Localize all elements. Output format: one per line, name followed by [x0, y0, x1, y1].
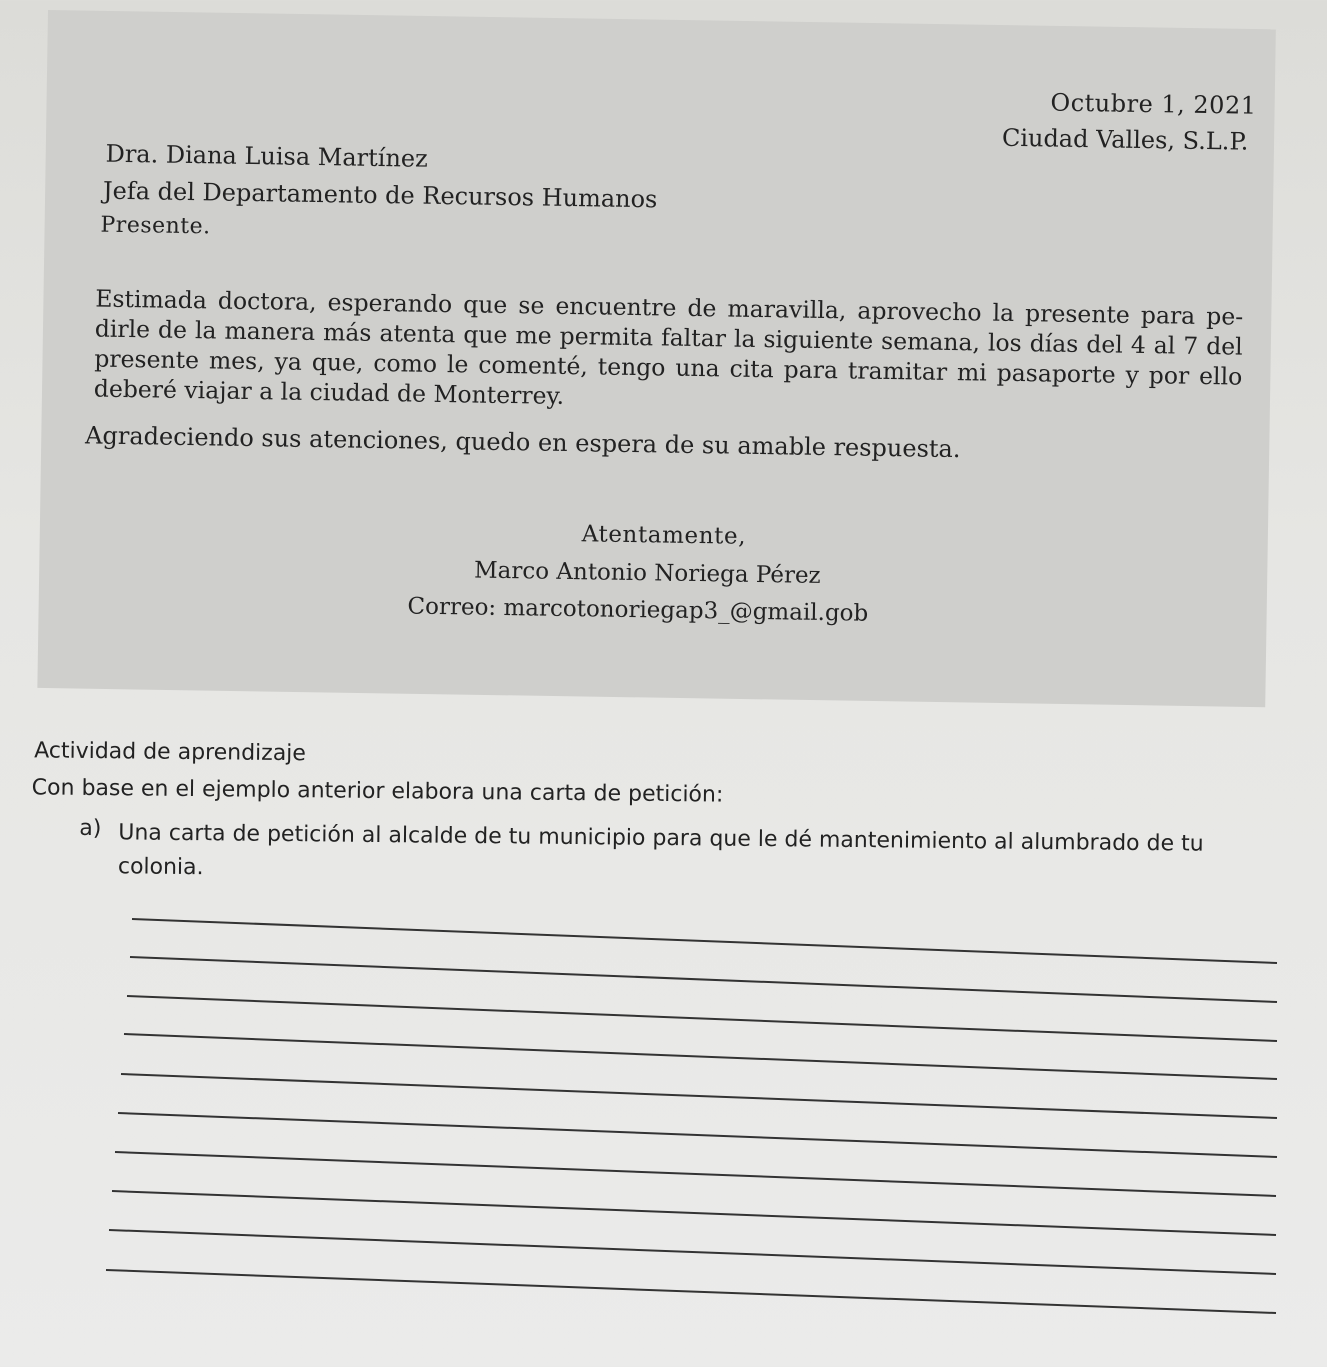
letter-closing: Agradeciendo sus atenciones, quedo en espera de su amable respuesta. [84, 421, 961, 464]
activity-title: Actividad de aprendizaje [34, 738, 307, 767]
letter-body: Estimada doctora, esperando que se encuentre de maravilla, aprovecho la presente para pe-dirle de la manera más atenta que me permita faltar la siguiente semana, los días del 4 al 7 del presente mes, ya que, como le comenté, tengo una cita para tramitar mi pasaporte y por ello deberé viajar a la ciudad de Monterrey. [93, 284, 1244, 410]
activity-item-text: Una carta de petición al alcalde de tu municipio para que le dé mantenimiento al alumbrado de tu colonia. [117, 820, 1204, 881]
answer-line[interactable] [124, 1034, 1277, 1079]
letter-signoff: Atentamente, [581, 521, 747, 550]
letter-date: Octubre 1, 2021 [1050, 88, 1257, 120]
answer-line[interactable] [121, 1074, 1277, 1118]
answer-line[interactable] [132, 919, 1277, 963]
answer-line[interactable] [118, 1113, 1277, 1157]
letter-signer: Marco Antonio Noriega Pérez [473, 557, 821, 589]
letter-email: Correo: marcotonoriegap3_@gmail.gob [407, 593, 869, 627]
answer-line[interactable] [106, 1270, 1276, 1313]
answer-line[interactable] [130, 957, 1277, 1002]
recipient-presente: Presente. [100, 212, 211, 240]
answer-line[interactable] [127, 996, 1277, 1041]
letter-city: Ciudad Valles, S.L.P. [1001, 123, 1249, 156]
answer-line[interactable] [109, 1230, 1276, 1274]
activity-item-label: a) [79, 815, 102, 842]
recipient-name: Dra. Diana Luisa Martínez [105, 139, 428, 173]
recipient-role: Jefa del Departamento de Recursos Humanos [102, 176, 658, 214]
answer-line[interactable] [115, 1152, 1276, 1196]
answer-line[interactable] [112, 1191, 1276, 1235]
activity-instruction: Con base en el ejemplo anterior elabora una carta de petición: [31, 775, 724, 808]
